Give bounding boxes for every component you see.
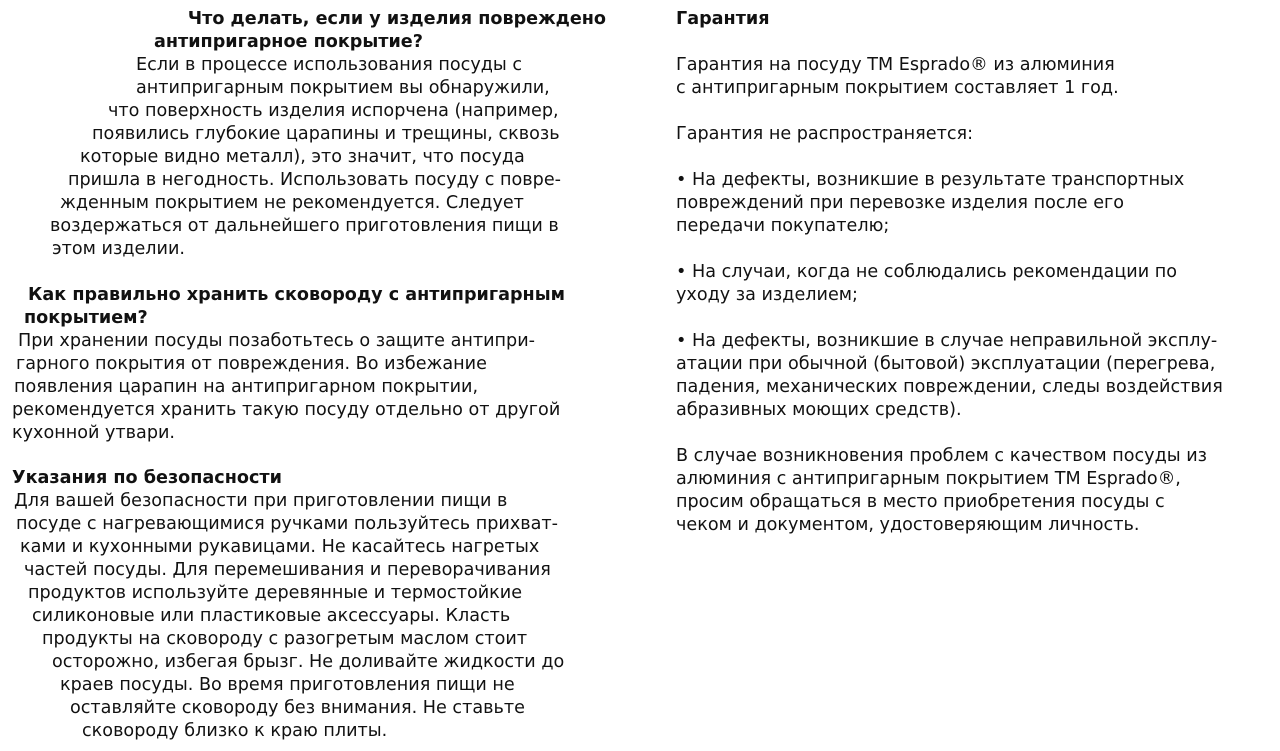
paragraph-line: этом изделии.	[52, 239, 186, 259]
bullet-line: повреждений при перевозке изделия после его	[676, 193, 1125, 213]
paragraph-line: Гарантия на посуду ТМ Esprado® из алюминия	[676, 55, 1115, 75]
paragraph-line: Гарантия не распространяется:	[676, 124, 974, 144]
paragraph-line: В случае возникновения проблем с качеством посуды из	[676, 446, 1208, 466]
paragraph-line: что поверхность изделия испорчена (например,	[108, 101, 559, 121]
paragraph-line: появились глубокие царапины и трещины, сквозь	[92, 124, 560, 144]
paragraph-line: алюминия с антипригарным покрытием ТМ Esprado®,	[676, 469, 1181, 489]
bullet-line: абразивных моющих средств).	[676, 400, 962, 420]
section-heading: Что делать, если у изделия повреждено	[187, 9, 606, 29]
bullet-line: • На дефекты, возникшие в результате транспортных	[676, 170, 1185, 190]
section-heading: антипригарное покрытие?	[154, 32, 423, 52]
bullet-line: • На дефекты, возникшие в случае неправильной эксплу-	[676, 331, 1218, 351]
paragraph-line: антипригарным покрытием вы обнаружили,	[136, 78, 550, 98]
paragraph-line: продукты на сковороду с разогретым маслом стоит	[42, 629, 528, 649]
paragraph-line: появления царапин на антипригарном покрытии,	[14, 377, 479, 397]
paragraph-line: воздержаться от дальнейшего приготовления пищи в	[50, 216, 559, 236]
paragraph-line: краев посуды. Во время приготовления пищи не	[60, 675, 515, 695]
paragraph-line: Для вашей безопасности при приготовлении пищи в	[14, 491, 508, 511]
section-heading: Указания по безопасности	[12, 468, 282, 488]
bullet-line: атации при обычной (бытовой) эксплуатации (перегрева,	[676, 354, 1216, 374]
paragraph-line: ками и кухонными рукавицами. Не касайтесь нагретых	[20, 537, 540, 557]
paragraph-line: При хранении посуды позаботьтесь о защите антипри-	[18, 331, 536, 351]
paragraph-line: посуде с нагревающимися ручками пользуйтесь прихват-	[16, 514, 558, 534]
bullet-line: падения, механических повреждении, следы воздействия	[676, 377, 1223, 397]
paragraph-line: частей посуды. Для перемешивания и переворачивания	[24, 560, 551, 580]
warranty-heading: Гарантия	[676, 9, 770, 29]
bullet-line: • На случаи, когда не соблюдались рекомендации по	[676, 262, 1178, 282]
paragraph-line: с антипригарным покрытием составляет 1 год.	[676, 78, 1119, 98]
paragraph-line: просим обращаться в место приобретения посуды с	[676, 492, 1165, 512]
section-heading: покрытием?	[24, 308, 148, 328]
paragraph-line: рекомендуется хранить такую посуду отдельно от другой	[12, 400, 561, 420]
section-heading: Как правильно хранить сковороду с антипригарным	[28, 285, 565, 305]
bullet-line: передачи покупателю;	[676, 216, 890, 236]
paragraph-line: Если в процессе использования посуды с	[136, 55, 523, 75]
paragraph-line: чеком и документом, удостоверяющим личность.	[676, 515, 1140, 535]
paragraph-line: пришла в негодность. Использовать посуду с повре-	[68, 170, 561, 190]
paragraph-line: силиконовые или пластиковые аксессуары. Класть	[32, 606, 511, 626]
paragraph-line: осторожно, избегая брызг. Не доливайте жидкости до	[52, 652, 565, 672]
paragraph-line: которые видно металл), это значит, что посуда	[80, 147, 525, 167]
paragraph-line: гарного покрытия от повреждения. Во избежание	[16, 354, 487, 374]
bullet-line: уходу за изделием;	[676, 285, 858, 305]
paragraph-line: кухонной утвари.	[12, 423, 176, 443]
paragraph-line: жденным покрытием не рекомендуется. Следует	[60, 193, 524, 213]
paragraph-line: оставляйте сковороду без внимания. Не ставьте	[70, 698, 525, 718]
paragraph-line: сковороду близко к краю плиты.	[82, 721, 388, 741]
paragraph-line: продуктов используйте деревянные и термостойкие	[28, 583, 523, 603]
